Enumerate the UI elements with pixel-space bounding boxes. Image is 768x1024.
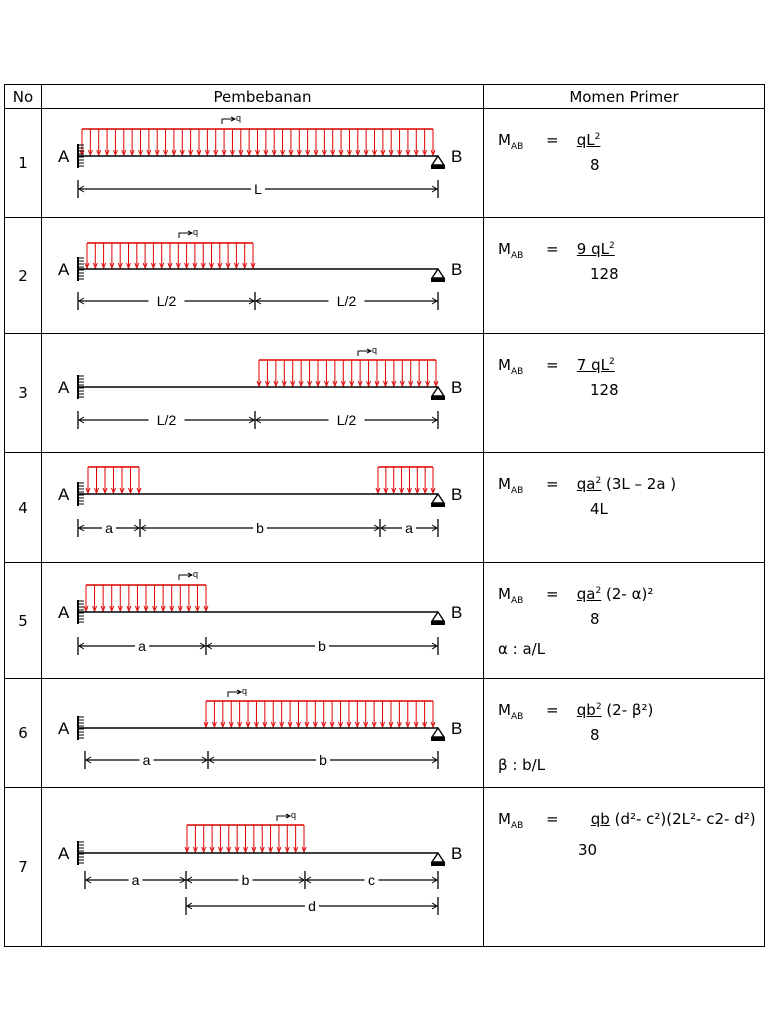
dimension-label: L/2 [336, 412, 357, 428]
dimension-label: d [308, 898, 316, 914]
dimension-label: a [105, 520, 113, 536]
moment-label [498, 131, 546, 152]
dimension-label: b [241, 872, 250, 888]
beam-diagram-5 [42, 563, 482, 678]
numerator-exponent: 2 [595, 476, 602, 486]
pin-support-base [431, 278, 445, 282]
moment-symbol: M [498, 131, 511, 149]
q-marker-arrow [179, 233, 191, 238]
moment-subscript: AB [510, 367, 524, 377]
support-label-b: B [451, 844, 463, 863]
pin-support-base [431, 503, 445, 507]
header-row [5, 85, 765, 109]
table-row [5, 788, 765, 947]
moment-formula [484, 109, 765, 218]
load-intensity-label: q [193, 227, 199, 237]
formula-tail: (3L – 2a ) [601, 475, 677, 493]
load-intensity-label: q [236, 113, 242, 123]
dimension-label: c [368, 872, 375, 888]
dimension-label: L/2 [156, 293, 177, 309]
pin-support-base [431, 862, 445, 866]
dimension-label: L/2 [156, 412, 177, 428]
numerator [577, 701, 602, 719]
loading-diagram [42, 453, 484, 563]
moment-symbol: M [498, 585, 511, 603]
beam-diagram-1 [42, 109, 482, 217]
pin-support-triangle [432, 387, 444, 396]
table-row [5, 563, 765, 679]
numerator-text: 9 qL [576, 240, 609, 258]
support-label-a: A [58, 719, 70, 738]
numerator-text: qa [576, 585, 596, 603]
numerator-exponent: 2 [594, 132, 601, 142]
moment-symbol: M [498, 475, 511, 493]
numerator-text: qL [576, 131, 595, 149]
moment-label [498, 585, 546, 606]
load-intensity-label: q [193, 569, 199, 579]
pin-support-base [431, 621, 445, 625]
denominator: 30 [578, 841, 598, 859]
row-number: 5 [5, 563, 42, 679]
beam-diagram-3 [42, 334, 482, 452]
dimension-label: a [405, 520, 413, 536]
numerator [577, 131, 601, 149]
row-number: 1 [5, 109, 42, 218]
moment-formula [484, 218, 765, 334]
q-marker-arrow [358, 351, 370, 356]
moment-label [498, 701, 546, 722]
equals-sign: = [546, 585, 559, 603]
dimension-label: a [138, 638, 146, 654]
moment-symbol: M [498, 701, 511, 719]
dimension-label: L/2 [336, 293, 357, 309]
q-marker-arrow [277, 816, 289, 821]
moment-symbol: M [498, 356, 511, 374]
equals-sign: = [546, 810, 559, 828]
denominator: 8 [590, 610, 600, 628]
formula-tail: (2- α)² [601, 585, 654, 603]
equals-sign: = [546, 356, 559, 374]
beam-diagram-6 [42, 679, 482, 787]
support-label-a: A [58, 147, 70, 166]
moment-symbol: M [498, 240, 511, 258]
pin-support-triangle [432, 612, 444, 621]
table-row [5, 453, 765, 563]
pin-support-base [431, 165, 445, 169]
moment-formula [484, 563, 765, 679]
support-label-b: B [451, 260, 463, 279]
load-intensity-label: q [242, 686, 248, 696]
row-number: 3 [5, 334, 42, 453]
header-no: No [5, 85, 42, 109]
support-label-b: B [451, 485, 463, 504]
numerator-exponent: 2 [595, 702, 602, 712]
variable-definition: α : a/L [498, 640, 546, 658]
support-label-a: A [58, 844, 70, 863]
denominator: 8 [590, 156, 600, 174]
row-number: 4 [5, 453, 42, 563]
support-label-b: B [451, 147, 463, 166]
table-row [5, 679, 765, 788]
formula-tail: (2- β²) [601, 701, 654, 719]
denominator: 8 [590, 726, 600, 744]
numerator [577, 585, 601, 603]
pin-support-triangle [432, 156, 444, 165]
numerator-exponent: 2 [608, 357, 615, 367]
dimension-label: L [254, 181, 262, 197]
loading-diagram [42, 109, 484, 218]
numerator-text: qa [576, 475, 596, 493]
moment-subscript: AB [510, 712, 524, 722]
moment-label [498, 356, 546, 377]
dimension-label: b [319, 752, 327, 768]
row-number: 2 [5, 218, 42, 334]
support-label-a: A [58, 260, 70, 279]
q-marker-arrow [222, 119, 234, 124]
load-intensity-label: q [291, 810, 297, 820]
moment-subscript: AB [510, 486, 524, 496]
equals-sign: = [546, 240, 559, 258]
numerator-text: qb [576, 701, 596, 719]
dimension-label: b [256, 520, 264, 536]
loading-diagram [42, 788, 484, 947]
moment-formula [484, 679, 765, 788]
numerator-text: 7 qL [576, 356, 609, 374]
loading-diagram [42, 218, 484, 334]
moment-subscript: AB [510, 142, 524, 152]
support-label-a: A [58, 603, 70, 622]
loading-diagram [42, 679, 484, 788]
support-label-b: B [451, 603, 463, 622]
denominator: 128 [590, 265, 619, 283]
moment-symbol: M [498, 810, 511, 828]
equals-sign: = [546, 701, 559, 719]
numerator-exponent: 2 [608, 241, 615, 251]
denominator: 128 [590, 381, 619, 399]
beam-diagram-7 [42, 788, 482, 946]
row-number: 6 [5, 679, 42, 788]
pin-support-triangle [432, 269, 444, 278]
moment-label [498, 475, 546, 496]
numerator [591, 810, 610, 828]
pin-support-triangle [432, 728, 444, 737]
denominator: 4L [590, 500, 608, 518]
header-moment: Momen Primer [484, 85, 765, 109]
table-row [5, 334, 765, 453]
beam-diagram-4 [42, 453, 482, 562]
load-intensity-label: q [372, 345, 378, 355]
moment-label [498, 240, 546, 261]
numerator [577, 475, 601, 493]
table-row [5, 218, 765, 334]
moment-formula [484, 788, 765, 947]
pin-support-triangle [432, 853, 444, 862]
numerator [577, 356, 615, 374]
moment-subscript: AB [510, 251, 524, 261]
formula-tail: (d²- c²)(2L²- c2- d²) [609, 810, 756, 828]
dimension-label: a [142, 752, 151, 768]
dimension-label: b [318, 638, 326, 654]
equals-sign: = [546, 475, 559, 493]
moment-subscript: AB [510, 596, 524, 606]
dimension-label: a [131, 872, 140, 888]
row-number: 7 [5, 788, 42, 947]
fixed-end-moment-table [4, 84, 765, 947]
moment-formula [484, 334, 765, 453]
pin-support-base [431, 737, 445, 741]
equals-sign: = [546, 131, 559, 149]
loading-diagram [42, 563, 484, 679]
beam-diagram-2 [42, 218, 482, 333]
q-marker-arrow [179, 575, 191, 580]
moment-label [498, 810, 546, 831]
support-label-b: B [451, 378, 463, 397]
numerator-exponent: 2 [595, 586, 602, 596]
variable-definition: β : b/L [498, 756, 546, 774]
moment-formula [484, 453, 765, 563]
header-loading: Pembebanan [42, 85, 484, 109]
support-label-b: B [451, 719, 463, 738]
pin-support-triangle [432, 494, 444, 503]
table-row [5, 109, 765, 218]
moment-subscript: AB [510, 821, 524, 831]
numerator-text: qb [590, 810, 610, 828]
support-label-a: A [58, 485, 70, 504]
q-marker-arrow [228, 692, 240, 697]
loading-diagram [42, 334, 484, 453]
pin-support-base [431, 396, 445, 400]
support-label-a: A [58, 378, 70, 397]
numerator [577, 240, 615, 258]
